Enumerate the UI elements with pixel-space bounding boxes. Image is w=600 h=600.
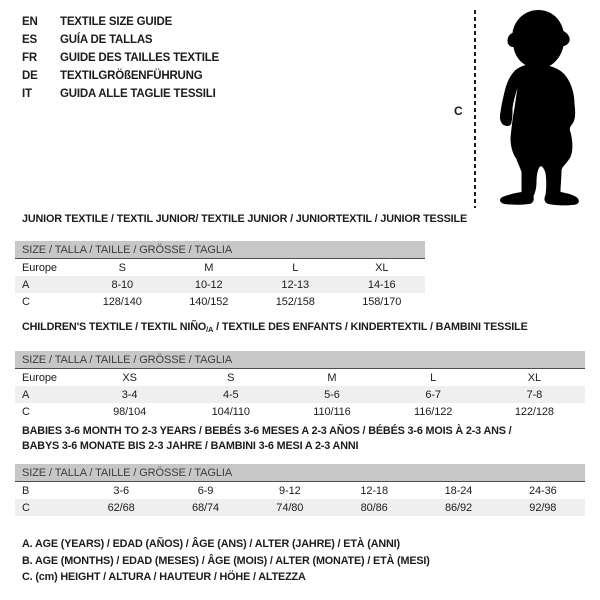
lang-code: EN	[22, 16, 38, 28]
lang-row-de	[22, 67, 219, 85]
cell: 92/98	[501, 499, 585, 516]
cell: 152/158	[275, 295, 315, 308]
footnotes	[22, 536, 430, 586]
row-label: C	[22, 295, 30, 308]
cell: 62/68	[79, 499, 163, 516]
cell: L	[292, 261, 299, 274]
footnote-a: A. AGE (YEARS) / EDAD (AÑOS) / ÂGE (ANS) / ALTER (JAHRE) / ETÀ (ANNI)	[22, 538, 400, 550]
cell: S	[118, 261, 126, 274]
cell: L	[430, 371, 437, 384]
section-children-title	[22, 320, 585, 337]
lang-code: ES	[22, 34, 37, 46]
cell: XL	[375, 261, 389, 274]
table-row	[15, 259, 425, 277]
title-subscript: /A	[206, 325, 214, 334]
size-header-bar: SIZE / TALLA / TAILLE / GRÖSSE / TAGLIA	[15, 351, 585, 369]
cell: 4-5	[180, 386, 281, 403]
row-label: C	[15, 499, 79, 516]
cell: 18-24	[444, 484, 473, 497]
cell: 128/140	[102, 295, 142, 308]
table-row	[15, 276, 425, 293]
cell: 104/110	[211, 405, 250, 418]
table-row	[15, 403, 585, 420]
lang-code: DE	[22, 70, 38, 82]
cell: 8-10	[79, 276, 166, 293]
title-part: / TEXTILE DES ENFANTS / KINDERTEXTIL / BAMBINI TESSILE	[213, 321, 528, 333]
cell: 6-7	[383, 386, 484, 403]
row-label: A	[15, 386, 79, 403]
size-header-bar: SIZE / TALLA / TAILLE / GRÖSSE / TAGLIA	[15, 464, 585, 482]
table-row	[15, 293, 425, 310]
lang-code: FR	[22, 52, 37, 64]
lang-label: TEXTILE SIZE GUIDE	[60, 16, 173, 28]
babies-size-table	[15, 464, 585, 516]
cell: 74/80	[248, 499, 332, 516]
lang-row-en	[22, 13, 219, 31]
lang-row-es	[22, 31, 219, 49]
toddler-silhouette-icon	[486, 8, 592, 208]
cell: XL	[527, 371, 541, 384]
lang-label: GUIDE DES TAILLES TEXTILE	[60, 52, 219, 64]
cell: 80/86	[332, 499, 416, 516]
cell: M	[204, 261, 214, 274]
lang-row-fr	[22, 49, 219, 67]
table-row	[15, 386, 585, 403]
lang-label: GUIDA ALLE TAGLIE TESSILI	[60, 88, 216, 100]
row-label: C	[22, 405, 30, 418]
table-row	[15, 482, 585, 500]
size-header-bar: SIZE / TALLA / TAILLE / GRÖSSE / TAGLIA	[15, 241, 425, 259]
cell: 3-4	[79, 386, 180, 403]
lang-row-it	[22, 85, 219, 103]
cell: 122/128	[514, 405, 554, 418]
cell: XS	[122, 371, 137, 384]
cell: 24-36	[529, 484, 557, 497]
cell: 3-6	[113, 484, 129, 497]
height-measure-figure	[452, 8, 598, 212]
cell: 68/74	[163, 499, 247, 516]
table-row	[15, 499, 585, 516]
section-babies-title	[22, 424, 585, 454]
cell: S	[227, 371, 235, 384]
title-line: BABIES 3-6 MONTH TO 2-3 YEARS / BEBÉS 3-6 MESES A 2-3 AÑOS / BÉBÉS 3-6 MOIS À 2-3 ANS /	[22, 425, 512, 437]
title-line: BABYS 3-6 MONATE BIS 2-3 JAHRE / BAMBINI 3-6 MESI A 2-3 ANNI	[22, 440, 359, 452]
cell: 5-6	[281, 386, 382, 403]
title-part: CHILDREN'S TEXTILE / TEXTIL NIÑO	[22, 321, 207, 333]
language-title-list	[22, 13, 219, 103]
lang-label: TEXTILGRÖßENFÜHRUNG	[60, 70, 203, 82]
row-label: Europe	[22, 371, 57, 384]
cell: M	[327, 371, 337, 384]
cell: 110/116	[313, 405, 351, 418]
footnote-b: B. AGE (MONTHS) / EDAD (MESES) / ÂGE (MOIS) / ALTER (MONATE) / ETÀ (MESI)	[22, 554, 430, 567]
cell: 7-8	[484, 386, 585, 403]
cell: 9-12	[279, 484, 301, 497]
row-label: B	[22, 484, 30, 497]
cell: 116/122	[414, 405, 453, 418]
lang-label: GUÍA DE TALLAS	[60, 34, 153, 46]
cell: 10-12	[166, 276, 253, 293]
lang-code: IT	[22, 88, 32, 100]
row-label: A	[15, 276, 79, 293]
cell: 140/152	[189, 295, 229, 308]
cell: 158/170	[362, 295, 402, 308]
junior-size-table	[15, 241, 425, 310]
height-measure-dashed-line	[474, 10, 476, 208]
cell: 86/92	[416, 499, 500, 516]
footnote-c: C. (cm) HEIGHT / ALTURA / HAUTEUR / HÖHE / ALTEZZA	[22, 571, 306, 583]
section-children	[15, 320, 585, 420]
section-junior	[15, 212, 585, 310]
height-measure-label: C	[454, 104, 463, 118]
cell: 12-13	[252, 276, 339, 293]
cell: 14-16	[339, 276, 426, 293]
cell: 98/104	[113, 405, 147, 418]
children-size-table	[15, 351, 585, 420]
cell: 12-18	[360, 484, 388, 497]
table-row	[15, 369, 585, 387]
section-junior-title: JUNIOR TEXTILE / TEXTIL JUNIOR/ TEXTILE JUNIOR / JUNIORTEXTIL / JUNIOR TESSILE	[22, 213, 468, 225]
section-babies	[15, 424, 585, 516]
row-label: Europe	[22, 261, 57, 274]
cell: 6-9	[197, 484, 214, 497]
